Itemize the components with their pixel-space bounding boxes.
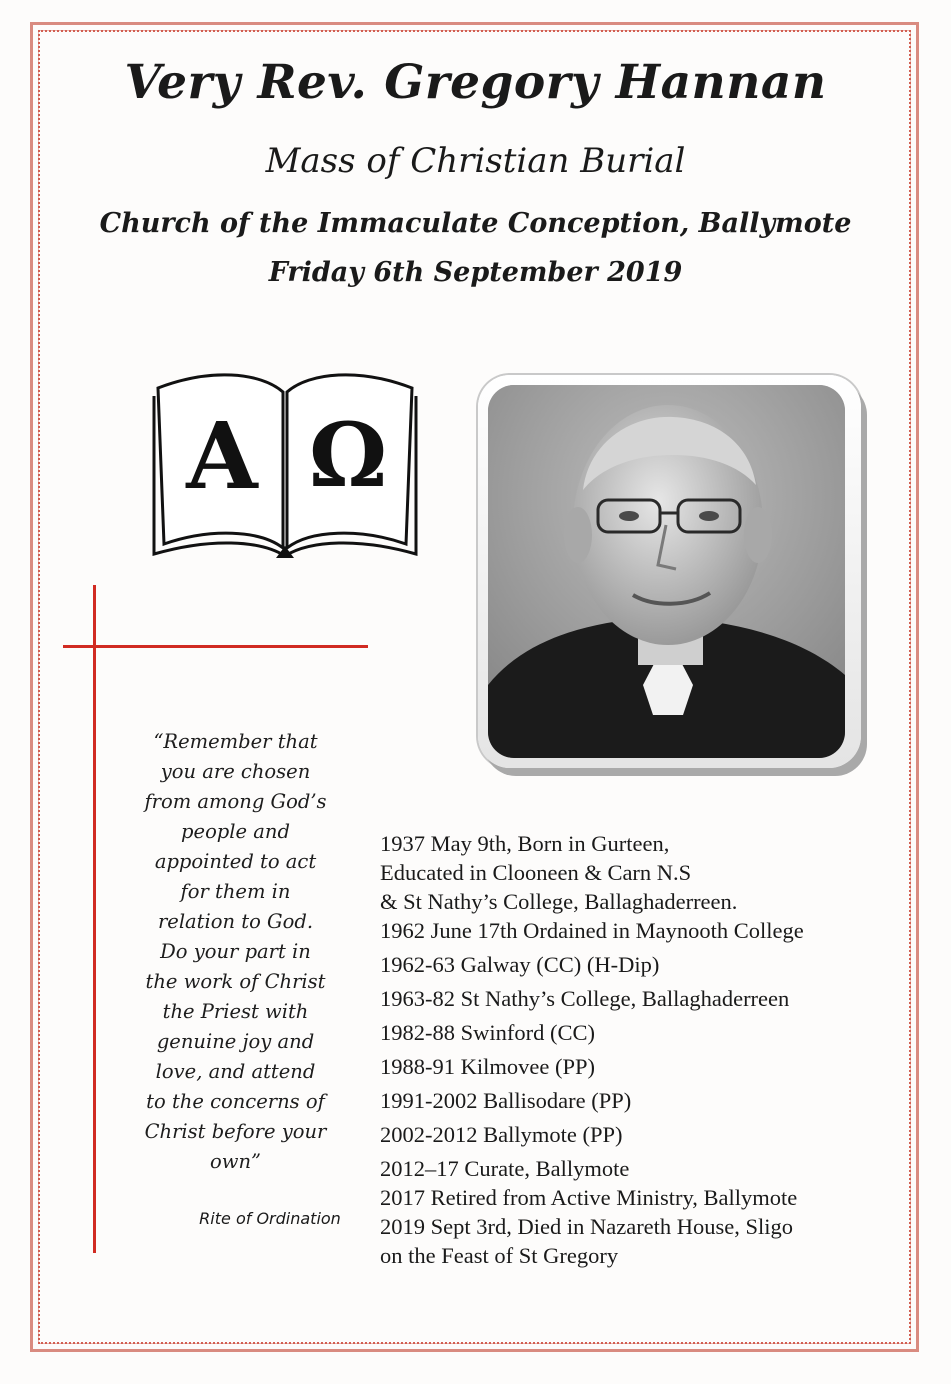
bio-line: Educated in Clooneen & Carn N.S bbox=[380, 860, 692, 885]
church-name: Church of the Immaculate Conception, Ballymote bbox=[99, 208, 852, 239]
deceased-name: Very Rev. Gregory Hannan bbox=[124, 55, 827, 110]
bio-line: 1937 May 9th, Born in Gurteen, bbox=[380, 831, 670, 856]
quote-line: own” bbox=[210, 1150, 261, 1173]
alpha-glyph: A bbox=[186, 402, 258, 510]
cross-vertical-bar bbox=[93, 585, 96, 1253]
quote-line: for them in bbox=[180, 880, 291, 903]
bio-line: 2019 Sept 3rd, Died in Nazareth House, Sligo bbox=[380, 1214, 794, 1239]
priest-portrait-icon bbox=[488, 385, 845, 758]
quote-line: Do your part in bbox=[160, 940, 311, 963]
cross-horizontal-bar bbox=[63, 645, 368, 648]
omega-glyph: Ω bbox=[308, 403, 388, 507]
quote-line: you are chosen bbox=[160, 760, 311, 783]
bio-line: 1991-2002 Ballisodare (PP) bbox=[380, 1088, 632, 1113]
quote-source: Rite of Ordination bbox=[199, 1209, 341, 1228]
portrait-frame bbox=[478, 375, 861, 768]
bio-line: on the Feast of St Gregory bbox=[380, 1243, 619, 1268]
quote-line: relation to God. bbox=[157, 910, 314, 933]
quote-line: to the concerns of bbox=[146, 1090, 325, 1113]
service-title: Mass of Christian Burial bbox=[265, 141, 686, 181]
bio-line: 2002-2012 Ballymote (PP) bbox=[380, 1122, 623, 1147]
quote-line: from among God’s bbox=[144, 790, 327, 813]
bio-line: 1982-88 Swinford (CC) bbox=[380, 1020, 595, 1045]
quote-line: genuine joy and bbox=[156, 1030, 315, 1053]
quote-line: “Remember that bbox=[153, 730, 318, 753]
bio-line: 1962 June 17th Ordained in Maynooth College bbox=[380, 918, 804, 943]
open-book-icon bbox=[150, 358, 420, 568]
portrait-photo bbox=[488, 385, 845, 758]
service-date: Friday 6th September 2019 bbox=[268, 257, 683, 288]
quote-line: the Priest with bbox=[162, 1000, 309, 1023]
bio-line: & St Nathy’s College, Ballaghaderreen. bbox=[380, 889, 738, 914]
bio-line: 2012–17 Curate, Ballymote bbox=[380, 1156, 630, 1181]
quote-line: people and bbox=[181, 820, 290, 843]
biography-list bbox=[380, 829, 910, 1270]
bio-line: 2017 Retired from Active Ministry, Ballymote bbox=[380, 1185, 798, 1210]
quote-line: appointed to act bbox=[154, 850, 317, 873]
bio-line: 1962-63 Galway (CC) (H-Dip) bbox=[380, 952, 660, 977]
quote-line: the work of Christ bbox=[145, 970, 326, 993]
bio-line: 1988-91 Kilmovee (PP) bbox=[380, 1054, 595, 1079]
quote-line: love, and attend bbox=[155, 1060, 316, 1083]
ordination-quote bbox=[108, 727, 363, 1177]
bio-line: 1963-82 St Nathy’s College, Ballaghaderreen bbox=[380, 986, 790, 1011]
quote-line: Christ before your bbox=[144, 1120, 327, 1143]
